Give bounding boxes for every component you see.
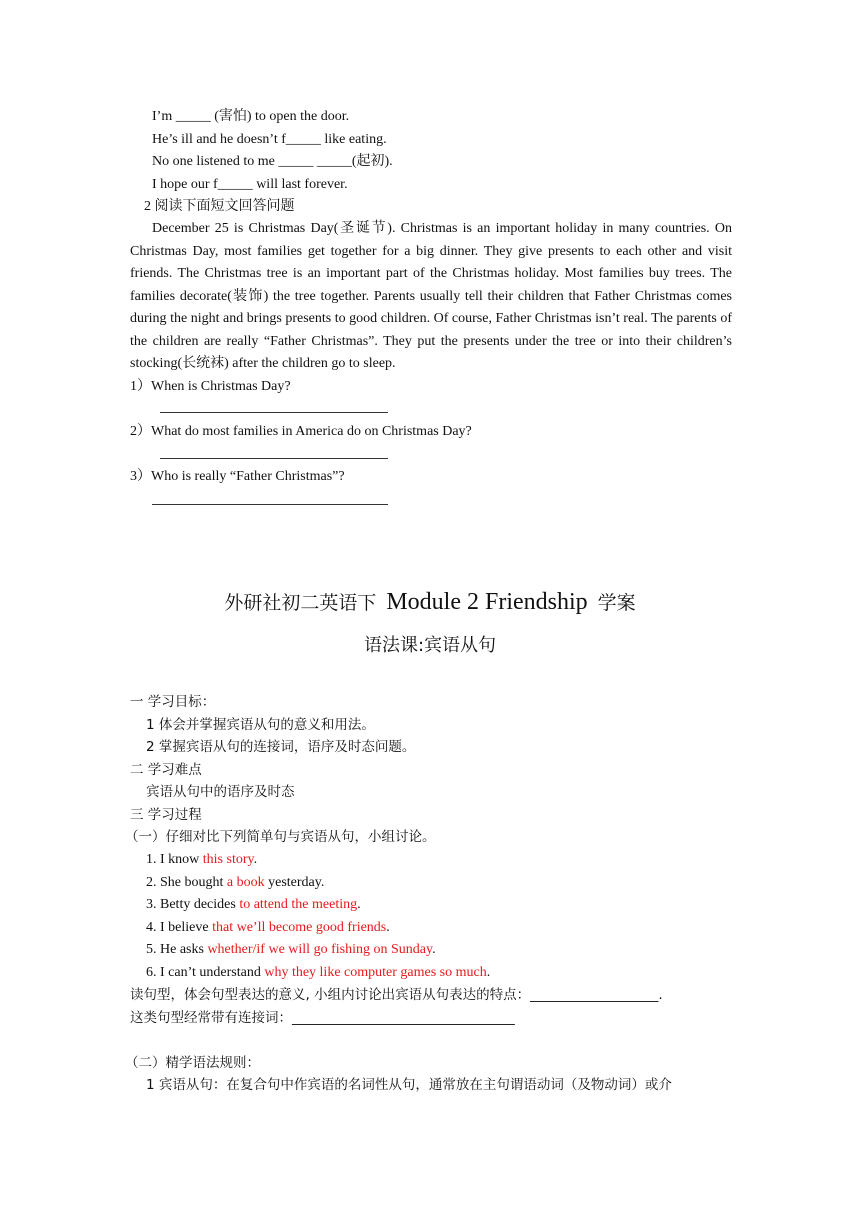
fill-in-4: I hope our f_____ will last forever. <box>152 177 348 192</box>
reading-heading: 2 阅读下面短文回答问题 <box>144 199 295 214</box>
answer-line-1[interactable] <box>160 412 388 413</box>
example-2-object: a book <box>226 875 265 890</box>
question-3: 3）Who is really “Father Christmas”? <box>130 469 345 484</box>
fill-in-2: He’s ill and he doesn’t f_____ like eating. <box>152 132 387 147</box>
example-3-plain: 3. Betty decides <box>146 897 240 912</box>
example-2-end: yesterday. <box>264 875 325 890</box>
rule-1: 1 宾语从句：在复合句中作宾语的名词性从句，通常放在主句谓语动词（及物动词）或介 <box>146 1077 672 1093</box>
reading-passage-text: December 25 is Christmas Day(圣诞节). Christmas is an important holiday in many countries. On Christmas Day, most families get together for a big dinner. They give presents to each other and visit friends. The Christmas tree is an important part of the Christmas holiday. Most families buy trees. The families decorate(装饰) the tree together. Parents usually tell their children that Father Christmas comes during the night and brings presents to good children. Of course, Father Christmas isn’t real. The parents of the children are really “Father Christmas”. They put the presents under the tree or into their children’s stocking(长统袜) after the children go to sleep. <box>130 221 732 371</box>
section-3-heading: 三 学习过程 <box>130 807 202 823</box>
example-6-plain: 6. I can’t understand <box>146 965 265 980</box>
part-2-heading: （二）精学语法规则： <box>125 1055 260 1071</box>
example-5-end: . <box>432 942 436 957</box>
example-5-plain: 5. He asks <box>146 942 208 957</box>
answer-line-3[interactable] <box>152 504 388 505</box>
example-1 <box>146 851 257 869</box>
part-1-heading: （一）仔细对比下列简单句与宾语从句，小组讨论。 <box>125 829 436 845</box>
example-1-end: . <box>253 852 258 867</box>
example-4-plain: 4. I believe <box>146 920 213 935</box>
example-3-end: . <box>357 897 361 912</box>
example-2-plain: 2. She bought <box>146 875 227 890</box>
section-1-item-1: 1 体会并掌握宾语从句的意义和用法。 <box>146 717 375 733</box>
title-cn: 外研社初二英语下 <box>224 592 377 614</box>
example-3-object: to attend the meeting <box>239 897 358 912</box>
answer-line-2[interactable] <box>160 458 388 459</box>
example-4-end: . <box>386 920 390 935</box>
example-1-object: this story <box>202 852 254 867</box>
example-5-object: whether/if we will go fishing on Sunday <box>207 942 433 957</box>
page-title <box>0 586 860 619</box>
section-2-heading: 二 学习难点 <box>130 762 202 778</box>
section-2-item: 宾语从句中的语序及时态 <box>146 784 295 800</box>
title-suffix: 学案 <box>597 592 636 614</box>
read-instruction: 读句型，体会句型表达的意义, 小组内讨论出宾语从句表达的特点：___________________. <box>130 987 663 1003</box>
example-4-object: that we’ll become good friends <box>212 920 387 935</box>
example-4 <box>146 919 390 937</box>
connector-instruction: 这类句型经常带有连接词：_________________________________ <box>130 1010 515 1026</box>
title-en: Module 2 Friendship <box>386 589 588 615</box>
question-1: 1）When is Christmas Day? <box>130 379 291 394</box>
example-3 <box>146 896 361 914</box>
example-6-object: why they like computer games so much <box>264 965 487 980</box>
example-6 <box>146 964 490 982</box>
example-6-end: . <box>486 965 491 980</box>
reading-passage <box>130 218 732 376</box>
example-2 <box>146 874 324 892</box>
example-1-plain: 1. I know <box>146 852 203 867</box>
subtitle: 语法课:宾语从句 <box>363 635 497 656</box>
question-2: 2）What do most families in America do on Christmas Day? <box>130 424 472 439</box>
section-1-heading: 一 学习目标： <box>130 694 216 710</box>
fill-in-1: I’m _____ (害怕) to open the door. <box>152 109 350 124</box>
section-1-item-2: 2 掌握宾语从句的连接词，语序及时态问题。 <box>146 739 416 755</box>
fill-in-3: No one listened to me _____ _____(起初). <box>152 154 393 169</box>
example-5 <box>146 941 436 959</box>
